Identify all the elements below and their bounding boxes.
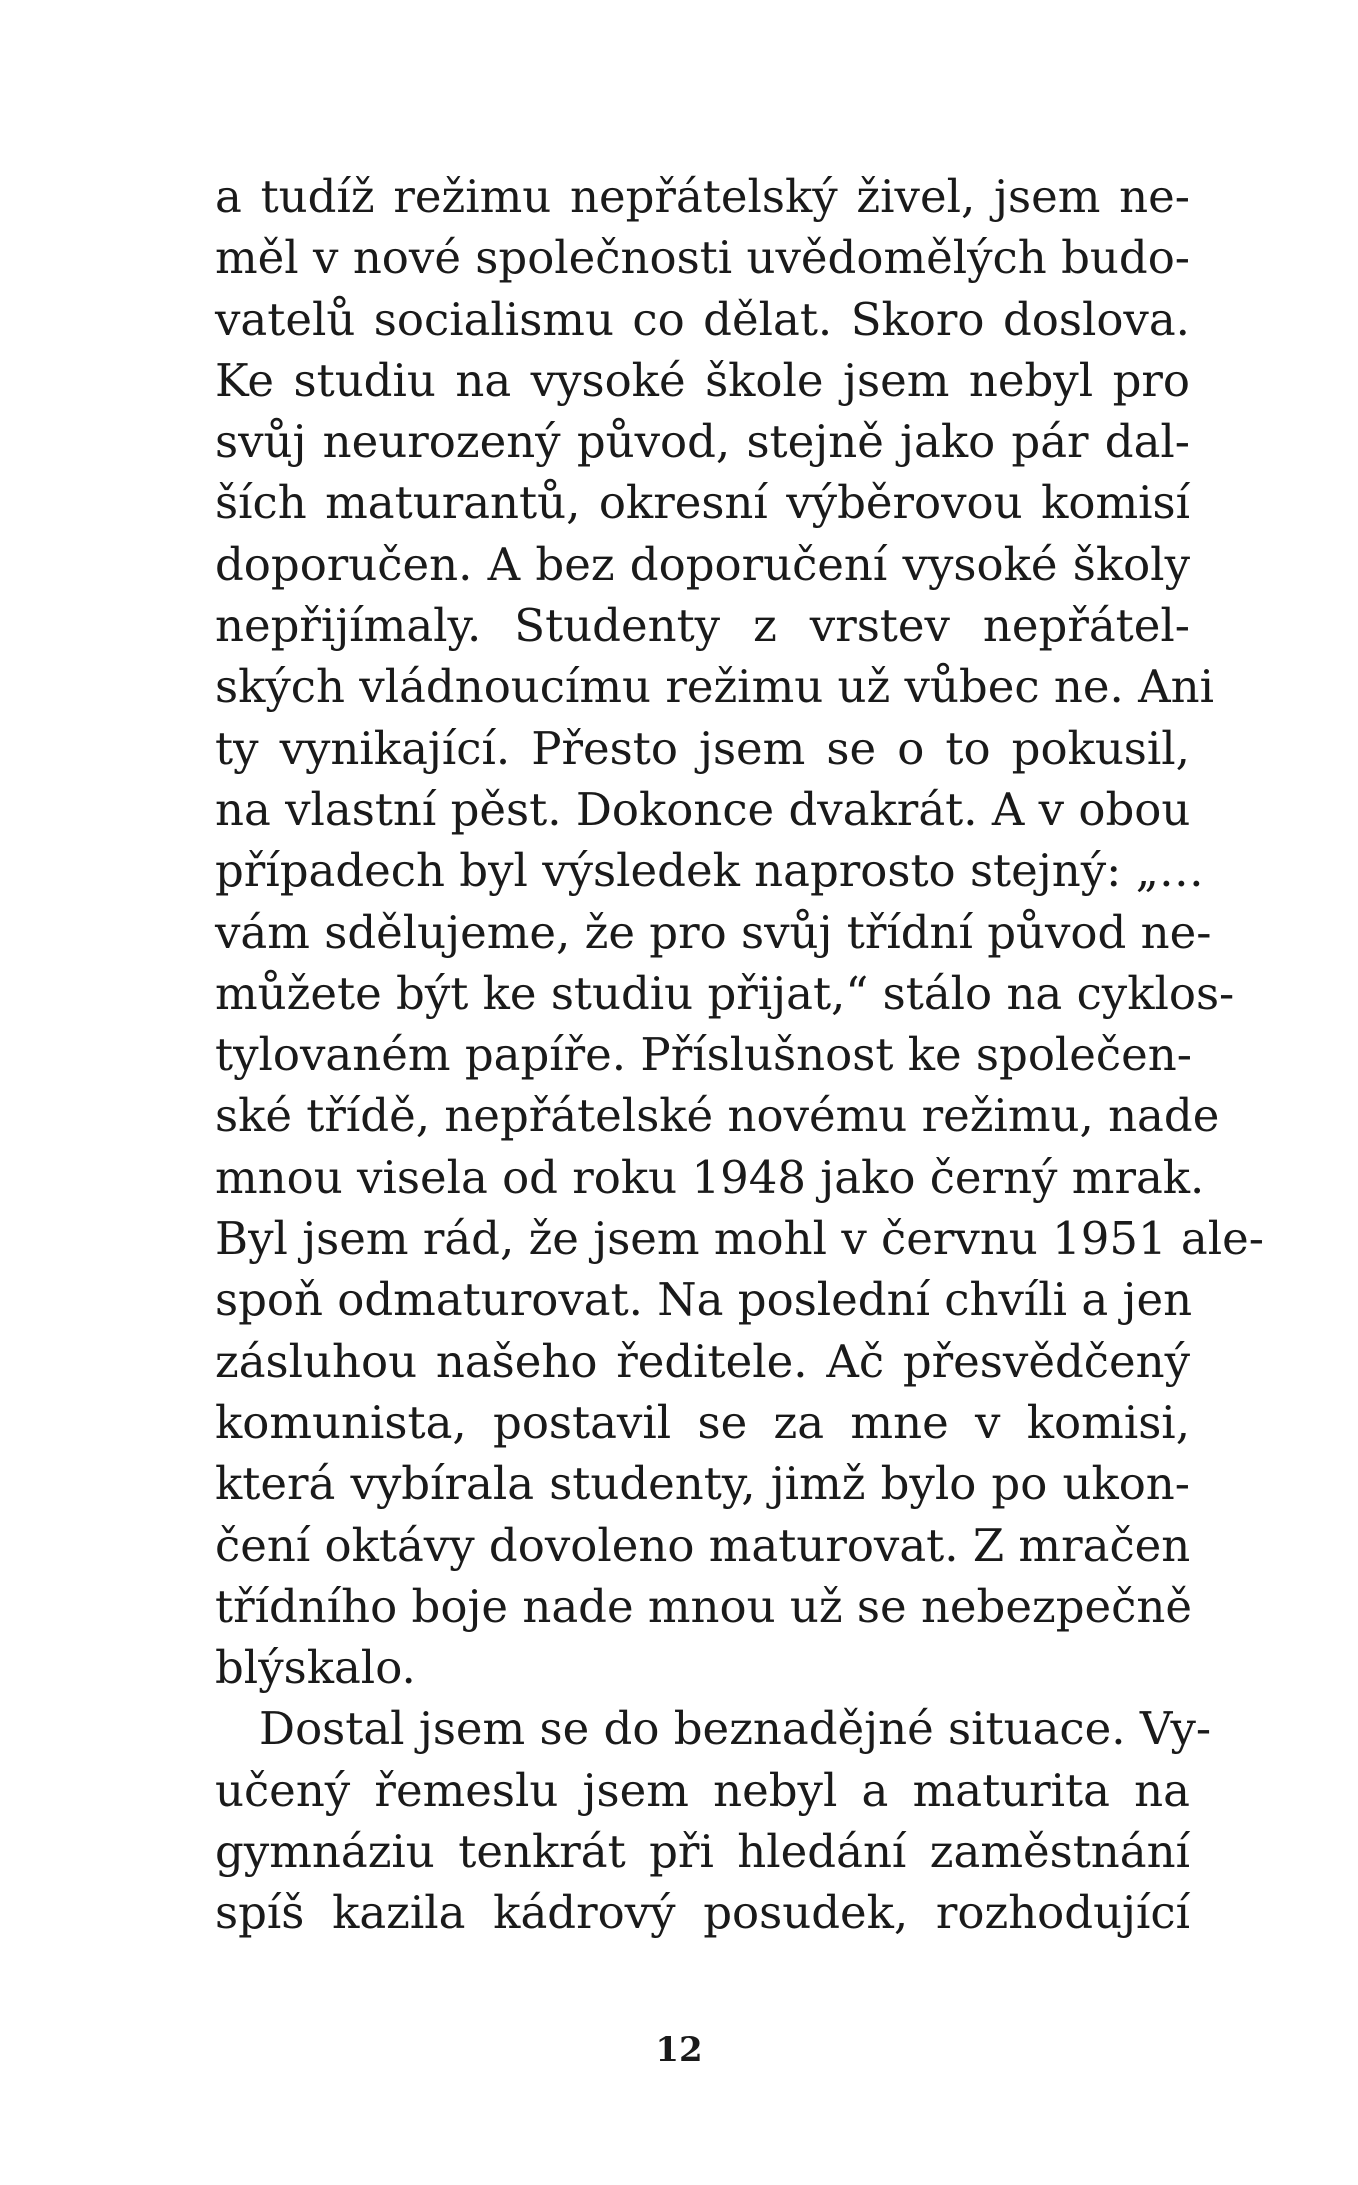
text-line: Dostal jsem se do beznadějné situace. Vy- [259, 1702, 1212, 1756]
text-line: můžete být ke studiu přijat,“ stálo na cyklos- [215, 966, 1235, 1020]
text-line: zásluhou našeho ředitele. Ač přesvědčený [215, 1334, 1190, 1388]
text-line: Byl jsem rád, že jsem mohl v červnu 1951 ale- [215, 1212, 1264, 1266]
text-line: vám sdělujeme, že pro svůj třídní původ ne- [215, 905, 1212, 959]
text-line: spoň odmaturovat. Na poslední chvíli a jen [215, 1273, 1193, 1327]
text-line: doporučen. A bez doporučení vysoké školy [215, 537, 1190, 591]
text-line: vatelů socialismu co dělat. Skoro doslova. [215, 292, 1190, 346]
text-line: nepřijímaly. Studenty z vrstev nepřátel- [215, 599, 1190, 653]
body-text [215, 166, 1264, 1944]
text-line: gymnáziu tenkrát při hledání zaměstnání [215, 1825, 1190, 1879]
text-line: ských vládnoucímu režimu už vůbec ne. Ani [215, 660, 1214, 714]
text-line: která vybírala studenty, jimž bylo po ukon- [215, 1457, 1190, 1511]
text-line: na vlastní pěst. Dokonce dvakrát. A v obou [215, 782, 1191, 836]
text-line: učený řemeslu jsem nebyl a maturita na [215, 1763, 1190, 1817]
text-line: měl v nové společnosti uvědomělých budo- [215, 231, 1190, 285]
text-line: a tudíž režimu nepřátelský živel, jsem ne- [215, 170, 1190, 223]
text-line: mnou visela od roku 1948 jako černý mrak. [215, 1150, 1205, 1204]
page-number: 12 [655, 2030, 703, 2070]
text-line: ské třídě, nepřátelské novému režimu, nade [215, 1089, 1220, 1143]
paragraph [215, 1698, 1212, 1943]
text-line: třídního boje nade mnou už se nebezpečně [215, 1579, 1192, 1633]
text-line: ších maturantů, okresní výběrovou komisí [215, 476, 1190, 530]
text-line: tylovaném papíře. Příslušnost ke společen- [215, 1028, 1192, 1082]
text-line: blýskalo. [215, 1641, 416, 1695]
text-line: komunista, postavil se za mne v komisi, [215, 1395, 1190, 1449]
text-line: spíš kazila kádrový posudek, rozhodující [215, 1886, 1190, 1940]
text-line: ty vynikající. Přesto jsem se o to pokusil, [215, 721, 1190, 775]
paragraph [215, 166, 1264, 1698]
text-line: Ke studiu na vysoké škole jsem nebyl pro [215, 353, 1190, 407]
text-line: svůj neurozený původ, stejně jako pár dal- [215, 415, 1190, 469]
text-line: případech byl výsledek naprosto stejný: „… [215, 844, 1204, 898]
text-line: čení oktávy dovoleno maturovat. Z mračen [215, 1518, 1191, 1572]
